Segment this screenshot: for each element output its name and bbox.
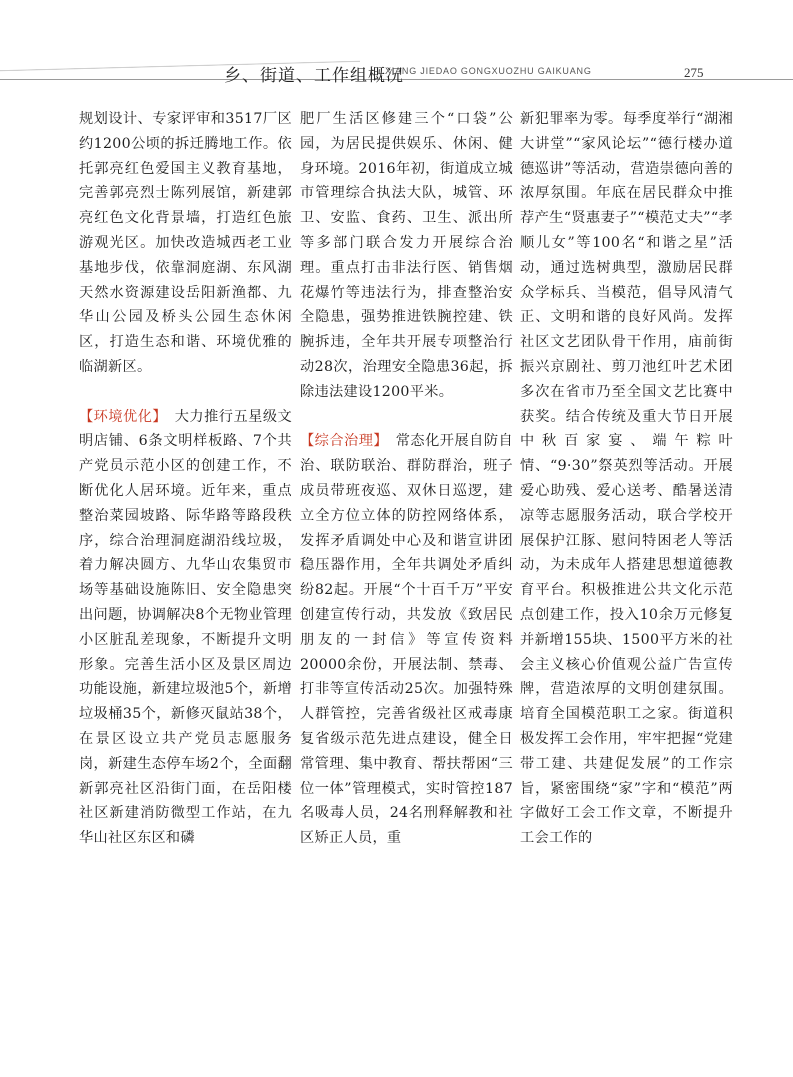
column-2 xyxy=(300,107,513,851)
paragraph: 新犯罪率为零。每季度举行“湖湘大讲堂”“家风论坛”“德行楼办道德巡讲”等活动，营造崇德向善的浓厚氛围。年底在居民群众中推荐产生“贤惠妻子”“模范丈夫”“孝顺儿女”等100名“和谐之星”活动，通过选树典型，激励居民群众学标兵、当模范，倡导风清气正、文明和谐的良好风尚。发挥社区文艺团队骨干作用，庙前街振兴京剧社、剪刀池红叶艺术团多次在省市乃至全国文艺比赛中获奖。结合传统及重大节日开展中秋百家宴、端午粽叶情、“9·30”祭英烈等活动。开展爱心助残、爱心送考、酷暑送清凉等志愿服务活动，联合学校开展保护江豚、慰问特困老人等活动，为未成年人搭建思想道德教育平台。积极推进公共文化示范点创建工作，投入10余万元修复并新增155块、1500平方米的社会主义核心价值观公益广告宣传牌，营造浓厚的文明创建氛围。培育全国模范职工之家。街道积极发挥工会作用，牢牢把握“党建带工建、共建促发展”的工作宗旨，紧密围绕“家”字和“模范”两字做好工会工作文章，不断提升工会工作的 xyxy=(520,111,733,847)
section-paragraph xyxy=(79,405,292,851)
paragraph: 肥厂生活区修建三个“口袋”公园，为居民提供娱乐、休闲、健身环境。2016年初，街道成立城市管理综合执法大队，城管、环卫、安监、食药、卫生、派出所等多部门联合发力开展综合治理。重点打击非法行医、销售烟花爆竹等违法行为，排查整治安全隐患，强势推进铁腕控建、铁腕拆违，全年共开展专项整治行动28次，治理安全隐患36起，拆除违法建设1200平米。 xyxy=(300,111,513,400)
section-paragraph xyxy=(300,429,513,851)
running-header-title: 乡、街道、工作组概况 xyxy=(224,66,404,86)
paragraph-text: 常态化开展自防自治、联防联治、群防群治，班子成员带班夜巡、双休日巡逻，建立全方位立体的防控网络体系，发挥矛盾调处中心及和谐宣讲团稳压器作用，全年共调处矛盾纠纷82起。开展“个十百千万”平安创建宣传行动，共发放《致居民朋友的一封信》等宣传资料20000余份，开展法制、禁毒、打非等宣传活动25次。加强特殊人群管控，完善省级社区戒毒康复省级示范先进点建设，健全日常管理、集中教育、帮扶帮困“三位一体”管理模式，实时管控187名吸毒人员，24名刑释解教和社区矫正人员，重 xyxy=(300,433,514,847)
column-1 xyxy=(79,107,292,851)
section-heading-governance: 【综合治理】 xyxy=(300,433,382,450)
paragraph-text: 大力推行五星级文明店铺、6条文明样板路、7个共产党员示范小区的创建工作，不断优化人居环境。近年来，重点整治菜园坡路、际华路等路段秩序，综合治理洞庭湖沿线垃圾，着力解决圆方、九华山农集贸市场等基础设施陈旧、安全隐患突出问题，协调解决8个无物业管理小区脏乱差现象，不断提升文明形象。完善生活小区及景区周边功能设施，新建垃圾池5个，新增垃圾桶35个，新修灭鼠站38个，在景区设立共产党员志愿服务岗，新建生态停车场2个，全面翻新郭亮社区沿街门面，在岳阳楼社区新建消防微型工作站，在九华山社区东区和磷 xyxy=(79,408,293,847)
section-heading-environment: 【环境优化】 xyxy=(79,408,161,425)
running-header-subtitle: XIANG JIEDAO GONGXUOZHU GAIKUANG xyxy=(385,66,592,76)
column-3 xyxy=(520,107,733,851)
paragraph: 规划设计、专家评审和3517厂区约1200公顷的拆迁腾地工作。依托郭亮红色爱国主义教育基地，完善郭亮烈士陈列展馆，新建郭亮红色文化背景墙，打造红色旅游观光区。加快改造城西老工业基地步伐，依靠洞庭湖、东风湖天然水资源建设岳阳新渔都、九华山公园及桥头公园生态休闲区，打造生态和谐、环境优雅的临湖新区。 xyxy=(79,111,292,375)
page-number: 275 xyxy=(684,65,704,80)
